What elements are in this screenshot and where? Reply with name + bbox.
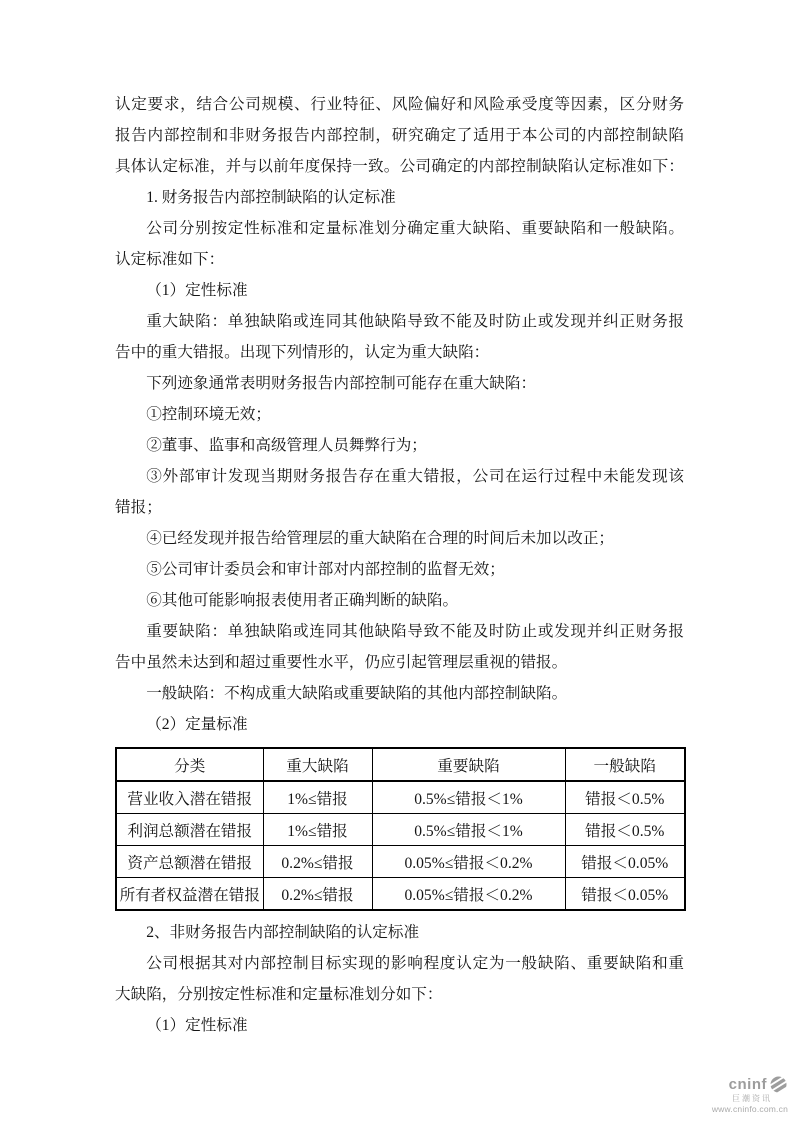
text-line: 一般缺陷：不构成重大缺陷或重要缺陷的其他内部控制缺陷。	[146, 685, 568, 702]
text-line: 公司根据其对内部控制目标实现的影响程度认定为一般缺陷、重要缺陷和重	[146, 955, 684, 972]
table-header-cell: 分类	[116, 748, 263, 781]
table-cell: 1%≤错报	[263, 781, 372, 814]
cninfo-logo-icon	[769, 1076, 788, 1093]
table-header-cell: 重要缺陷	[372, 748, 565, 781]
text-line: 重大缺陷：单独缺陷或连同其他缺陷导致不能及时防止或发现并纠正财务报	[146, 313, 684, 330]
cninfo-brand-cn: 巨潮资讯	[732, 1093, 772, 1103]
list-item-line: ⑥其他可能影响报表使用者正确判断的缺陷。	[146, 592, 459, 609]
table-cell: 利润总额潜在错报	[116, 814, 263, 846]
text-line: 告中的重大错报。出现下列情形的，认定为重大缺陷：	[115, 344, 490, 361]
table-cell: 错报＜0.05%	[565, 846, 685, 878]
table-header-row	[116, 748, 685, 781]
table-cell: 1%≤错报	[263, 814, 372, 846]
cninfo-watermark	[712, 1076, 788, 1114]
table-cell: 0.05%≤错报＜0.2%	[372, 878, 565, 911]
cninfo-logo-row	[712, 1076, 788, 1093]
heading-line: （1）定性标准	[146, 1017, 248, 1034]
text-line: 报告内部控制和非财务报告内部控制，研究确定了适用于本公司的内部控制缺陷	[115, 127, 684, 144]
table-cell: 0.2%≤错报	[263, 846, 372, 878]
heading-line: （2）定量标准	[146, 716, 248, 733]
text-line: 认定要求，结合公司规模、行业特征、风险偏好和风险承受度等因素，区分财务	[115, 96, 684, 113]
list-item-line: ①控制环境无效；	[146, 406, 271, 423]
cninfo-brand-text: cninf	[728, 1075, 767, 1093]
table-cell: 错报＜0.5%	[565, 814, 685, 846]
cninfo-url: www.cninfo.com.cn	[711, 1103, 788, 1114]
text-line: 具体认定标准，并与以前年度保持一致。公司确定的内部控制缺陷认定标准如下：	[115, 158, 684, 175]
table-header-cell: 一般缺陷	[565, 748, 685, 781]
table-cell: 错报＜0.5%	[565, 781, 685, 814]
table-row	[116, 781, 685, 814]
text-line: 下列迹象通常表明财务报告内部控制可能存在重大缺陷：	[146, 375, 537, 392]
table-cell: 0.5%≤错报＜1%	[372, 781, 565, 814]
after-table-text	[115, 917, 684, 1041]
table-cell: 营业收入潜在错报	[116, 781, 263, 814]
document-body	[115, 89, 684, 1041]
text-line: 错报；	[115, 499, 162, 516]
text-line: 重要缺陷：单独缺陷或连同其他缺陷导致不能及时防止或发现并纠正财务报	[146, 623, 684, 640]
text-line: 大缺陷，分别按定性标准和定量标准划分如下：	[115, 986, 443, 1003]
list-item-line: ④已经发现并报告给管理层的重大缺陷在合理的时间后未加以改正；	[146, 530, 615, 547]
heading-line: （1）定性标准	[146, 282, 248, 299]
table-cell: 资产总额潜在错报	[116, 846, 263, 878]
table-cell: 0.05%≤错报＜0.2%	[372, 846, 565, 878]
table-cell: 0.2%≤错报	[263, 878, 372, 911]
table-row	[116, 878, 685, 911]
heading-line: 2、非财务报告内部控制缺陷的认定标准	[146, 924, 420, 941]
table-row	[116, 846, 685, 878]
quantitative-criteria-table	[115, 747, 686, 911]
heading-line: 1. 财务报告内部控制缺陷的认定标准	[146, 189, 396, 206]
table-header-cell: 重大缺陷	[263, 748, 372, 781]
list-item-line: ⑤公司审计委员会和审计部对内部控制的监督无效；	[146, 561, 505, 578]
text-line: 公司分别按定性标准和定量标准划分确定重大缺陷、重要缺陷和一般缺陷。	[146, 220, 684, 237]
table-cell: 所有者权益潜在错报	[116, 878, 263, 911]
text-line: 告中虽然未达到和超过重要性水平，仍应引起管理层重视的错报。	[115, 654, 568, 671]
table-row	[116, 814, 685, 846]
list-item-line: ③外部审计发现当期财务报告存在重大错报，公司在运行过程中未能发现该	[146, 468, 684, 485]
text-line: 认定标准如下：	[115, 251, 225, 268]
table-cell: 0.5%≤错报＜1%	[372, 814, 565, 846]
list-item-line: ②董事、监事和高级管理人员舞弊行为；	[146, 437, 427, 454]
table-cell: 错报＜0.05%	[565, 878, 685, 911]
